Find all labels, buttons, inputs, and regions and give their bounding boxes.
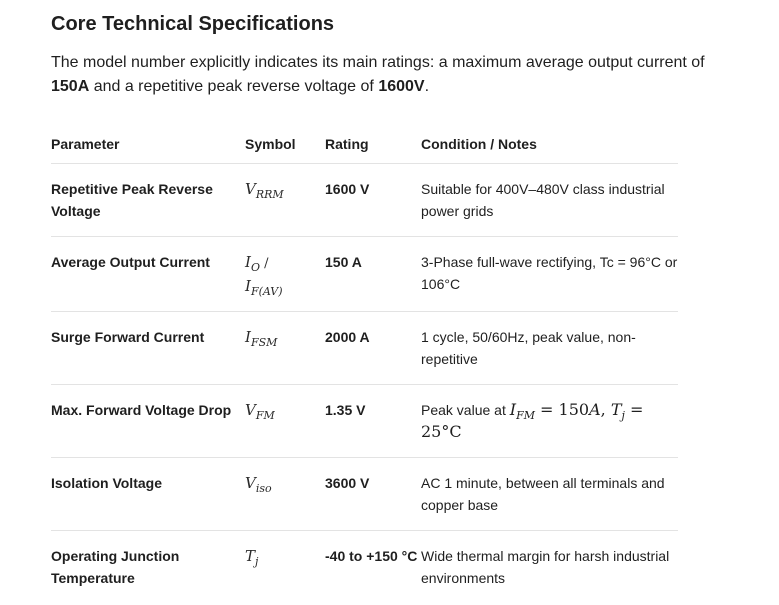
cell-rating: 150 A — [325, 237, 421, 312]
cell-symbol — [245, 531, 325, 604]
cell-parameter: Surge Forward Current — [51, 312, 245, 385]
cell-notes: Wide thermal margin for harsh industrial environments — [421, 548, 670, 586]
cell-notes: Suitable for 400V–480V class industrial power grids — [421, 164, 678, 237]
cell-symbol — [245, 237, 325, 312]
table-row — [51, 531, 678, 604]
cell-parameter: Isolation Voltage — [51, 458, 245, 531]
symbol-math: $T_j$ — [245, 547, 259, 568]
section-heading: Core Technical Specifications — [51, 13, 335, 35]
cell-parameter: Max. Forward Voltage Drop — [51, 385, 245, 458]
table-row — [51, 385, 678, 458]
symbol-math: $I_O$ / $I_{F(AV)}$ — [245, 253, 283, 298]
cell-symbol — [245, 164, 325, 237]
cell-rating: 2000 A — [325, 312, 421, 385]
cell-parameter: Repetitive Peak Reverse Voltage — [51, 164, 245, 237]
cell-notes: 3-Phase full-wave rectifying, Tc = 96°C or 106°C — [421, 237, 678, 312]
cell-rating: -40 to +150 °C — [325, 548, 418, 564]
symbol-math: $V_{FM}$ — [245, 401, 275, 422]
table-row — [51, 164, 678, 237]
cell-rating: 1600 V — [325, 164, 421, 237]
notes-prefix: Peak value at — [421, 402, 510, 418]
header-notes: Condition / Notes — [421, 133, 678, 164]
cell-symbol — [245, 458, 325, 531]
intro-text-2: and a repetitive peak reverse voltage of — [89, 78, 379, 95]
symbol-math: $V_{RRM}$ — [245, 180, 284, 201]
intro-current: 150A — [51, 78, 90, 95]
cell-notes — [421, 385, 678, 458]
intro-voltage: 1600V — [378, 78, 425, 95]
specs-table — [51, 133, 678, 603]
cell-notes: 1 cycle, 50/60Hz, peak value, non-repetitive — [421, 312, 678, 385]
cell-symbol — [245, 312, 325, 385]
cell-notes: AC 1 minute, between all terminals and copper base — [421, 458, 678, 531]
symbol-math: $V_{iso}$ — [245, 474, 272, 495]
symbol-math: $I_{FSM}$ — [245, 328, 278, 349]
cell-symbol — [245, 385, 325, 458]
intro-text-3: . — [424, 78, 430, 95]
cell-parameter: Operating Junction Temperature — [51, 548, 180, 586]
intro-text-1: The model number explicitly indicates its main ratings: a maximum average output current of — [51, 54, 705, 71]
cell-rating: 1.35 V — [325, 385, 421, 458]
table-header-row — [51, 133, 678, 164]
table-row — [51, 312, 678, 385]
notes-formula: $I_{FM} = 150A$, $T_j = 25^\circ C$ — [421, 400, 644, 441]
table-row — [51, 458, 678, 531]
table-row — [51, 237, 678, 312]
header-symbol: Symbol — [245, 133, 325, 164]
intro-paragraph — [51, 51, 711, 99]
header-parameter: Parameter — [51, 133, 245, 164]
cell-rating: 3600 V — [325, 458, 421, 531]
header-rating: Rating — [325, 133, 421, 164]
cell-parameter: Average Output Current — [51, 237, 245, 312]
